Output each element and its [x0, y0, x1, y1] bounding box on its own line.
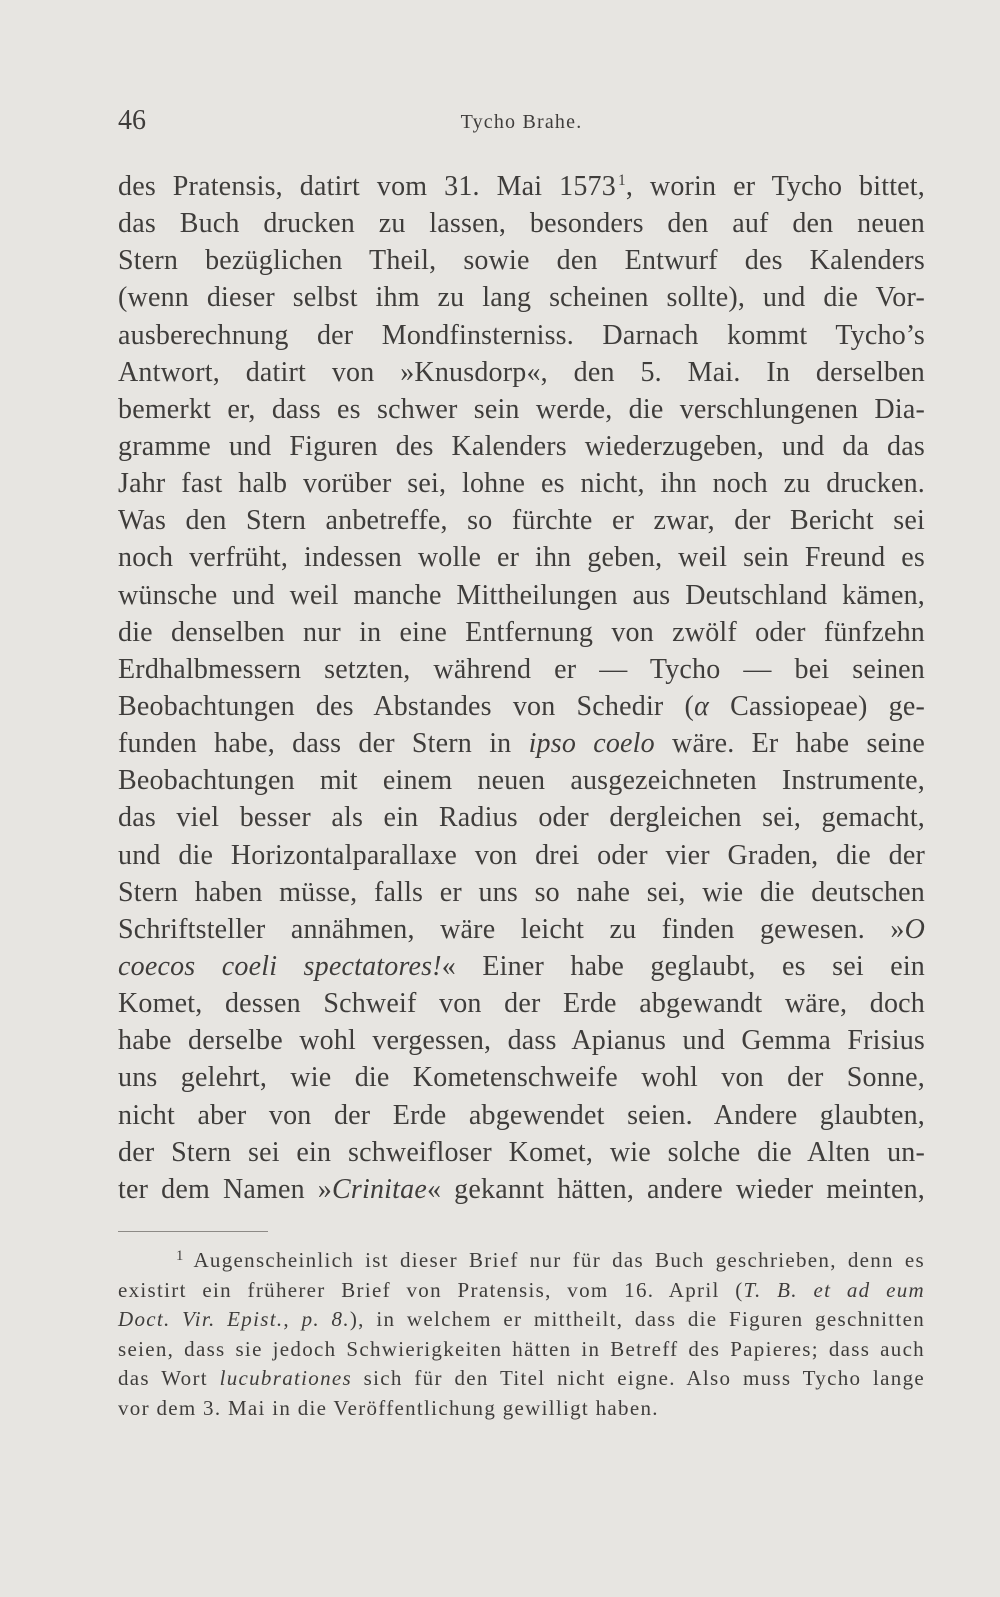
- line-text: , worin er Tycho bittet,: [625, 171, 925, 202]
- body-line: Jahr fast halb vorüber sei, lohne es nicht, ihn noch zu drucken.: [118, 468, 925, 500]
- body-line: [118, 725, 925, 762]
- body-line: [118, 1171, 925, 1208]
- body-line: Beobachtungen mit einem neuen ausgezeichneten Instrumente,: [118, 765, 925, 797]
- footnote-line: [118, 1364, 925, 1394]
- footnote-line: [118, 1276, 925, 1306]
- body-line: habe derselbe wohl vergessen, dass Apianus und Gemma Frisius: [118, 1025, 925, 1057]
- body-text: [118, 168, 925, 1208]
- line-text: wäre. Er habe seine: [654, 728, 926, 760]
- line-text: des Pratensis, datirt vom 31. Mai 1573: [118, 171, 616, 202]
- body-line: [118, 911, 925, 948]
- body-line: Was den Stern anbetreffe, so fürchte er zwar, der Bericht sei: [118, 505, 925, 537]
- line-text: existirt ein früherer Brief von Pratensis, vom 16. April (: [118, 1277, 744, 1302]
- line-text: « Einer habe geglaubt, es sei ein: [441, 950, 925, 982]
- body-line: das Buch drucken zu lassen, besonders den auf den neuen: [118, 208, 925, 240]
- italic-phrase: p. 8.: [301, 1307, 350, 1332]
- body-line: Erdhalbmessern setzten, während er — Tycho — bei seinen: [118, 653, 925, 685]
- footnote-marker: 1: [617, 172, 626, 189]
- body-line: die denselben nur in eine Entfernung von zwölf oder fünfzehn: [118, 616, 925, 648]
- line-text: ), in welchem er mittheilt, dass die Figuren geschnitten: [349, 1307, 925, 1332]
- footnote-line: seien, dass sie jedoch Schwierigkeiten hätten in Betreff des Papieres; dass auch: [118, 1336, 925, 1361]
- italic-phrase: lucubrationes: [219, 1366, 352, 1391]
- body-line: uns gelehrt, wie die Kometenschweife wohl von der Sonne,: [118, 1062, 925, 1094]
- body-line: nicht aber von der Erde abgewendet seien. Andere glaubten,: [118, 1099, 925, 1131]
- body-line: der Stern sei ein schweifloser Komet, wie solche die Alten un-: [118, 1136, 925, 1168]
- body-line: gramme und Figuren des Kalenders wiederzugeben, und da das: [118, 430, 925, 462]
- italic-phrase: T. B. et ad eum: [743, 1277, 926, 1302]
- line-text: « gekannt hätten, andere wieder meinten,: [426, 1173, 926, 1205]
- body-line: Komet, dessen Schweif von der Erde abgewandt wäre, doch: [118, 988, 925, 1020]
- body-line: das viel besser als ein Radius oder dergleichen sei, gemacht,: [118, 802, 925, 834]
- body-line: Stern bezüglichen Theil, sowie den Entwurf des Kalenders: [118, 245, 925, 277]
- body-line: bemerkt er, dass es schwer sein werde, die verschlungenen Dia-: [118, 393, 925, 425]
- footnote-line: [118, 1246, 925, 1276]
- running-title: Tycho Brahe.: [460, 111, 583, 133]
- body-line: (wenn dieser selbst ihm zu lang scheinen sollte), und die Vor-: [118, 282, 925, 314]
- body-line: und die Horizontalparallaxe von drei oder vier Graden, die der: [118, 839, 925, 871]
- line-text: sich für den Titel nicht eigne. Also muss Tycho lange: [351, 1366, 925, 1391]
- italic-phrase: O: [904, 913, 925, 945]
- italic-phrase: ipso coelo: [528, 728, 655, 760]
- line-text: Augenscheinlich ist dieser Brief nur für das Buch geschrieben, denn es: [193, 1248, 925, 1272]
- footnote-number: 1: [176, 1247, 185, 1264]
- line-text: funden habe, dass der Stern in: [118, 728, 529, 760]
- body-line: ausberechnung der Mondfinsterniss. Darnach kommt Tycho’s: [118, 319, 925, 351]
- italic-symbol: α: [694, 690, 709, 722]
- body-line: noch verfrüht, indessen wolle er ihn geben, weil sein Freund es: [118, 542, 925, 574]
- body-line: Stern haben müsse, falls er uns so nahe sei, wie die deutschen: [118, 876, 925, 908]
- footnote-line: [118, 1305, 925, 1335]
- line-text: Beobachtungen des Abstandes von Schedir (: [118, 690, 695, 722]
- line-text: Schriftsteller annähmen, wäre leicht zu finden gewesen. »: [118, 913, 905, 945]
- line-text: ter dem Namen »: [118, 1173, 333, 1205]
- line-text: ,: [283, 1307, 302, 1332]
- footnote-line: vor dem 3. Mai in die Veröffentlichung gewilligt haben.: [118, 1395, 659, 1420]
- italic-phrase: coecos coeli spectatores!: [118, 950, 442, 982]
- body-line: [118, 948, 925, 985]
- body-line: wünsche und weil manche Mittheilungen aus Deutschland kämen,: [118, 579, 925, 611]
- body-line: Antwort, datirt von »Knusdorp«, den 5. Mai. In derselben: [118, 356, 925, 388]
- line-text: Cassiopeae) ge-: [708, 690, 925, 722]
- italic-phrase: Doct. Vir. Epist.: [118, 1307, 284, 1332]
- footnote-rule: [118, 1231, 268, 1232]
- body-line: [118, 168, 925, 205]
- body-line: [118, 688, 925, 725]
- footnotes: [118, 1246, 925, 1424]
- line-text: das Wort: [118, 1366, 220, 1391]
- italic-phrase: Crinitae: [332, 1173, 427, 1205]
- page-number: 46: [118, 105, 146, 136]
